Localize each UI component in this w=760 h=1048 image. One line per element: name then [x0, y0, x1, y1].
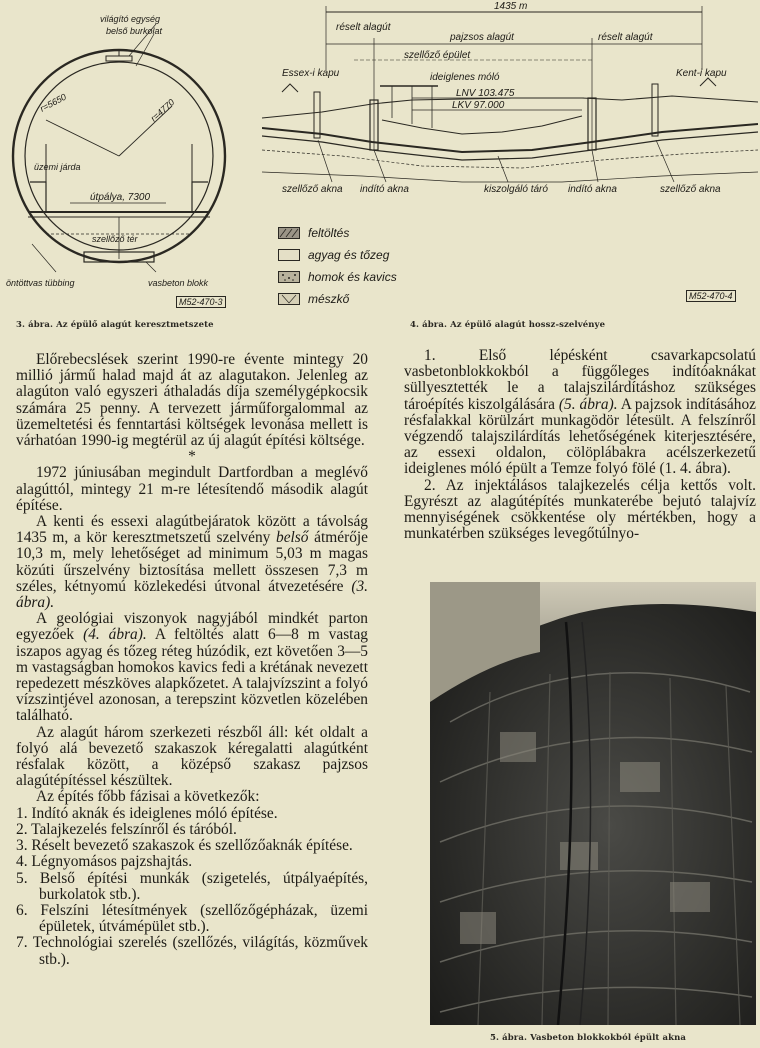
fig4-longitudinal-section [262, 0, 758, 206]
legend-item [278, 222, 397, 244]
ground-surface [262, 96, 758, 118]
walkway-left [30, 182, 46, 212]
label-lnv: LNV 103.475 [456, 88, 515, 99]
fig3-cross-section [6, 4, 234, 320]
legend-gravel: homok és kavics [308, 270, 397, 284]
right-column [404, 348, 756, 542]
left-column [16, 352, 368, 968]
fig4-caption: 4. ábra. Az épülő alagút hossz-szelvénye [410, 320, 606, 330]
label-r-outer: r=5650 [38, 91, 68, 114]
text-run: A kenti és essexi alagútbejáratok között a távolság 1435 m, a kör keresztmetszetű szelvény [16, 513, 368, 547]
vent-shaft-left [314, 92, 320, 138]
list-item: 7. Technológiai szerelés (szellőzés, világítás, közművek stb.). [16, 934, 368, 968]
legend-item [278, 244, 397, 266]
label-temp-jetty: ideiglenes móló [430, 72, 500, 83]
fig3-labels [6, 14, 209, 288]
text-run-italic: belső [276, 529, 309, 547]
label-roadway: útpálya, 7300 [90, 192, 151, 203]
label-lining: belső burkolat [106, 26, 163, 36]
list-item: 1. Indító aknák és ideiglenes móló építése. [16, 804, 278, 822]
label-serving-gallery: kiszolgáló táró [484, 184, 548, 195]
legend-limestone: mészkő [308, 292, 350, 306]
paragraph: 1972 júniusában megindult Dartfordban a meglévő alagúttól, mintegy 21 m-re létesítendő második alagút építése. [16, 464, 368, 514]
list-item: 3. Réselt bevezető szakaszok és szellőzőaknák építése. [16, 837, 353, 855]
label-shield-tunnel: pajzsos alagút [450, 32, 514, 43]
label-r-inner: r=4770 [148, 97, 177, 124]
label-concrete-block: vasbeton blokk [148, 278, 209, 288]
figure-ref: (4. ábra). [83, 626, 147, 644]
paragraph [404, 348, 756, 478]
paragraph: 2. Az injektálásos talajkezelés célja kettős volt. Egyrészt az alagútépítés munkaterébe bejutó talajvíz mennyiségének csökkentése oly mértékben, hogy a munkatérben szükséges levegőtúlnyo- [404, 476, 756, 543]
lighting-unit [106, 56, 132, 61]
clay-swatch-icon [278, 249, 300, 261]
walkway-right [192, 182, 208, 212]
fig4-legend [278, 222, 397, 310]
label-vent-space: szellőző tér [92, 234, 138, 244]
list-item: 5. Belső építési munkák (szigetelés, útpályaépítés, burkolatok stb.). [16, 869, 368, 903]
label-cut-tunnel-l: réselt alagút [336, 22, 391, 33]
fig3-ref: M52-470-3 [176, 296, 226, 308]
shaft-photo-image [430, 582, 756, 1025]
text-run: A geológiai viszonyok nagyjából mindkét parton egyezőek [16, 610, 368, 644]
label-essex: Essex-i kapu [282, 68, 340, 79]
figure-ref: (5. ábra). [558, 395, 618, 413]
text-run: átmérője 10,3 m, mely lehetőséget ad minimum 5,03 m magas közúti űrszelvény biztosítása mellett összesen 7,3 m széles, kétnyomú közlekedési útvonal átvezetésére [16, 529, 368, 595]
label-cut-tunnel-r: réselt alagút [598, 32, 653, 43]
legend-item [278, 266, 397, 288]
list-item: 6. Felszíni létesítmények (szellőzőgépházak, üzemi épületek, útvámépület stb.). [16, 901, 368, 936]
text-run: A pajzsok indításához résfalakkal körülzárt munkagödör létesült. A felszínről végzendő talajszilárdítás lehetőségének kiterjesztésére, az essexi oldalon, cölöplábakra acélszerkezetű ideiglenes móló épült a Temze folyó fölé (1. 4. ábra). [404, 395, 756, 478]
list-item: 4. Légnyomásos pajzshajtás. [16, 853, 193, 871]
figure-ref: (3. ábra). [16, 577, 368, 612]
text-run: 1. Első lépésként csavarkapcsolatú vasbetonblokkokból a függőleges indítóaknákat süllyesztették le a talajszilárdításhoz szükséges tároépítés kiszolgálására [404, 347, 756, 413]
label-vent-shaft-r: szellőző akna [660, 184, 721, 195]
fig5-photo [430, 582, 756, 1025]
label-lighting: világító egység [100, 14, 161, 24]
legend-fill: feltöltés [308, 226, 350, 240]
label-walkway: üzemi járda [34, 162, 81, 172]
paragraph: Előrebecslések szerint 1990-re évente mintegy 20 millió jármű halad majd át az alagutakon. Jelenleg az alagúton való egyszeri áthaladás díja személygépkocsik számára 25 penny. A tervezett járműforgalommal az üzemeltetési és fenntartási költségek levonása mellett is várhatóan 1990-ig megtérül az új alagút építési költsége. [16, 351, 368, 450]
separator: * [188, 448, 196, 466]
gravel-swatch-icon [278, 271, 300, 283]
label-lkv: LKV 97.000 [452, 100, 505, 111]
label-vent-shaft-l: szellőző akna [282, 184, 343, 195]
label-start-shaft-r: indító akna [568, 184, 617, 195]
fill-swatch-icon [278, 227, 300, 239]
legend-clay: agyag és tőzeg [308, 248, 390, 262]
paragraph: Az alagút három szerkezeti részből áll: két oldalt a folyó alá bevezető szakaszok kéregalatti alagútként résfalak között, a középső szakasz pajzsos alagútépítéssel készültek. [16, 723, 368, 790]
label-kent: Kent-i kapu [676, 68, 727, 79]
text-run: A feltöltés alatt 6—8 m vastag iszapos agyag és tőzeg réteg húzódik, ezt követően 3—5 m vastagságban homokos kavics fedi a krétának nevezett repedezett mészköves alapkőzetet. A talajvízszint a folyó vízszintjével azonosan, a terepszint közvetlen közelében található. [16, 626, 368, 725]
list-item: 2. Talajkezelés felszínről és táróból. [16, 820, 237, 838]
limestone-swatch-icon [278, 293, 300, 305]
paragraph [16, 611, 368, 724]
label-vent-building: szellőző épület [404, 50, 471, 61]
label-cast-iron: öntöttvas tübbing [6, 278, 75, 288]
paragraph [16, 514, 368, 611]
label-length: 1435 m [494, 1, 528, 12]
fig5-caption: 5. ábra. Vasbeton blokkokból épült akna [490, 1033, 686, 1043]
fig4-ref: M52-470-4 [686, 290, 736, 302]
vent-shaft-right [652, 84, 658, 136]
fig4-labels [282, 1, 727, 195]
label-start-shaft-l: indító akna [360, 184, 409, 195]
fig3-caption: 3. ábra. Az épülő alagút keresztmetszete [16, 320, 214, 330]
paragraph: Az építés főbb fázisai a következők: [36, 788, 260, 806]
legend-item [278, 288, 397, 310]
radius-outer [46, 120, 119, 156]
